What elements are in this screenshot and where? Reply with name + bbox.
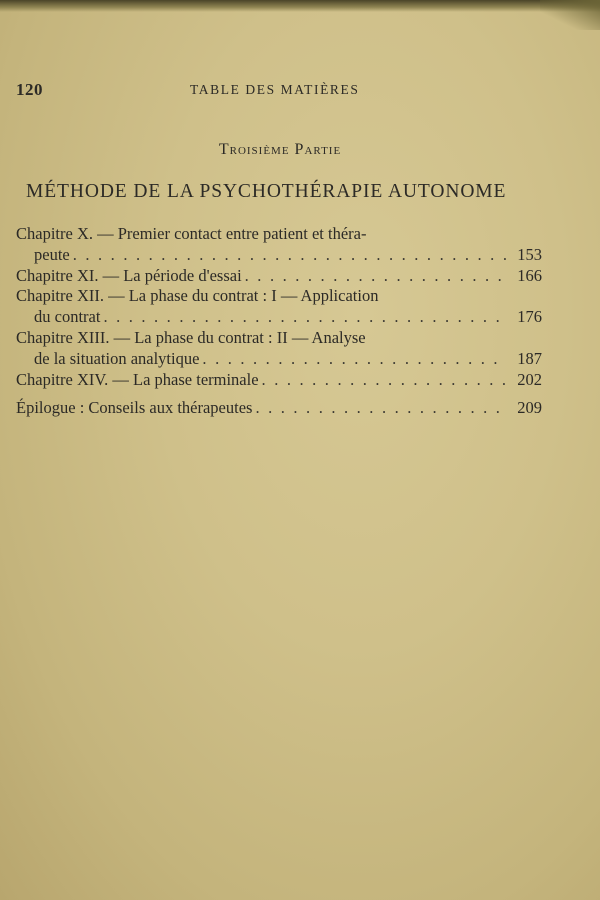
toc-entry-title: Chapitre XIII. — La phase du contrat : II — Analyse [16, 327, 366, 347]
toc-entry-chapter-xiii [16, 328, 542, 370]
toc-entry-chapter-x [16, 224, 542, 266]
toc-entry-page: 187 [517, 348, 542, 368]
toc-entry-title-continued: de la situation analytique [34, 348, 200, 368]
dot-leader [103, 307, 506, 328]
toc-entry-continuation [16, 245, 542, 266]
toc-entry-title-line [16, 224, 542, 245]
dot-leader [245, 266, 506, 287]
toc-entry-page: 209 [517, 398, 542, 418]
toc-entry-title-continued: du contrat [34, 307, 101, 327]
running-title: TABLE DES MATIÈRES [190, 82, 360, 97]
toc-entry-title: Chapitre XI. — La période d'essai [16, 265, 242, 285]
section-title: MÉTHODE DE LA PSYCHOTHÉRAPIE AUTONOME [26, 181, 507, 202]
toc-entry-title-line [16, 286, 542, 307]
page-number: 120 [16, 80, 43, 99]
toc-entry-title: Chapitre X. — Premier contact entre patient et théra- [16, 224, 367, 243]
page-corner-shadow [540, 0, 600, 30]
toc-entry-title-line [16, 266, 542, 287]
toc-entry-page: 153 [517, 244, 542, 264]
toc-entry-epilogue [16, 398, 542, 419]
toc-entry-page: 166 [517, 265, 542, 285]
dot-leader [255, 398, 506, 419]
dot-leader [73, 245, 506, 266]
toc-entry-title-line [16, 398, 542, 419]
entry-spacer [16, 390, 542, 398]
toc-entry-title-line [16, 328, 542, 349]
page-top-edge [0, 0, 600, 12]
toc-entry-title-continued: peute [34, 244, 70, 264]
toc-entry-continuation [16, 349, 542, 370]
toc-entry-title: Chapitre XIV. — La phase terminale [16, 369, 259, 389]
table-of-contents [16, 224, 542, 419]
toc-entry-chapter-xiv [16, 370, 542, 391]
dot-leader [262, 370, 506, 391]
toc-entry-continuation [16, 307, 542, 328]
toc-entry-page: 176 [517, 307, 542, 327]
dot-leader [202, 349, 506, 370]
toc-entry-chapter-xi [16, 266, 542, 287]
toc-entry-title-line [16, 370, 542, 391]
toc-entry-title: Chapitre XII. — La phase du contrat : I — Application [16, 286, 379, 306]
toc-entry-page: 202 [517, 369, 542, 389]
part-title: Troisième Partie [218, 141, 342, 158]
toc-entry-title: Épilogue : Conseils aux thérapeutes [16, 398, 253, 418]
running-head [16, 80, 576, 102]
toc-entry-chapter-xii [16, 286, 542, 328]
